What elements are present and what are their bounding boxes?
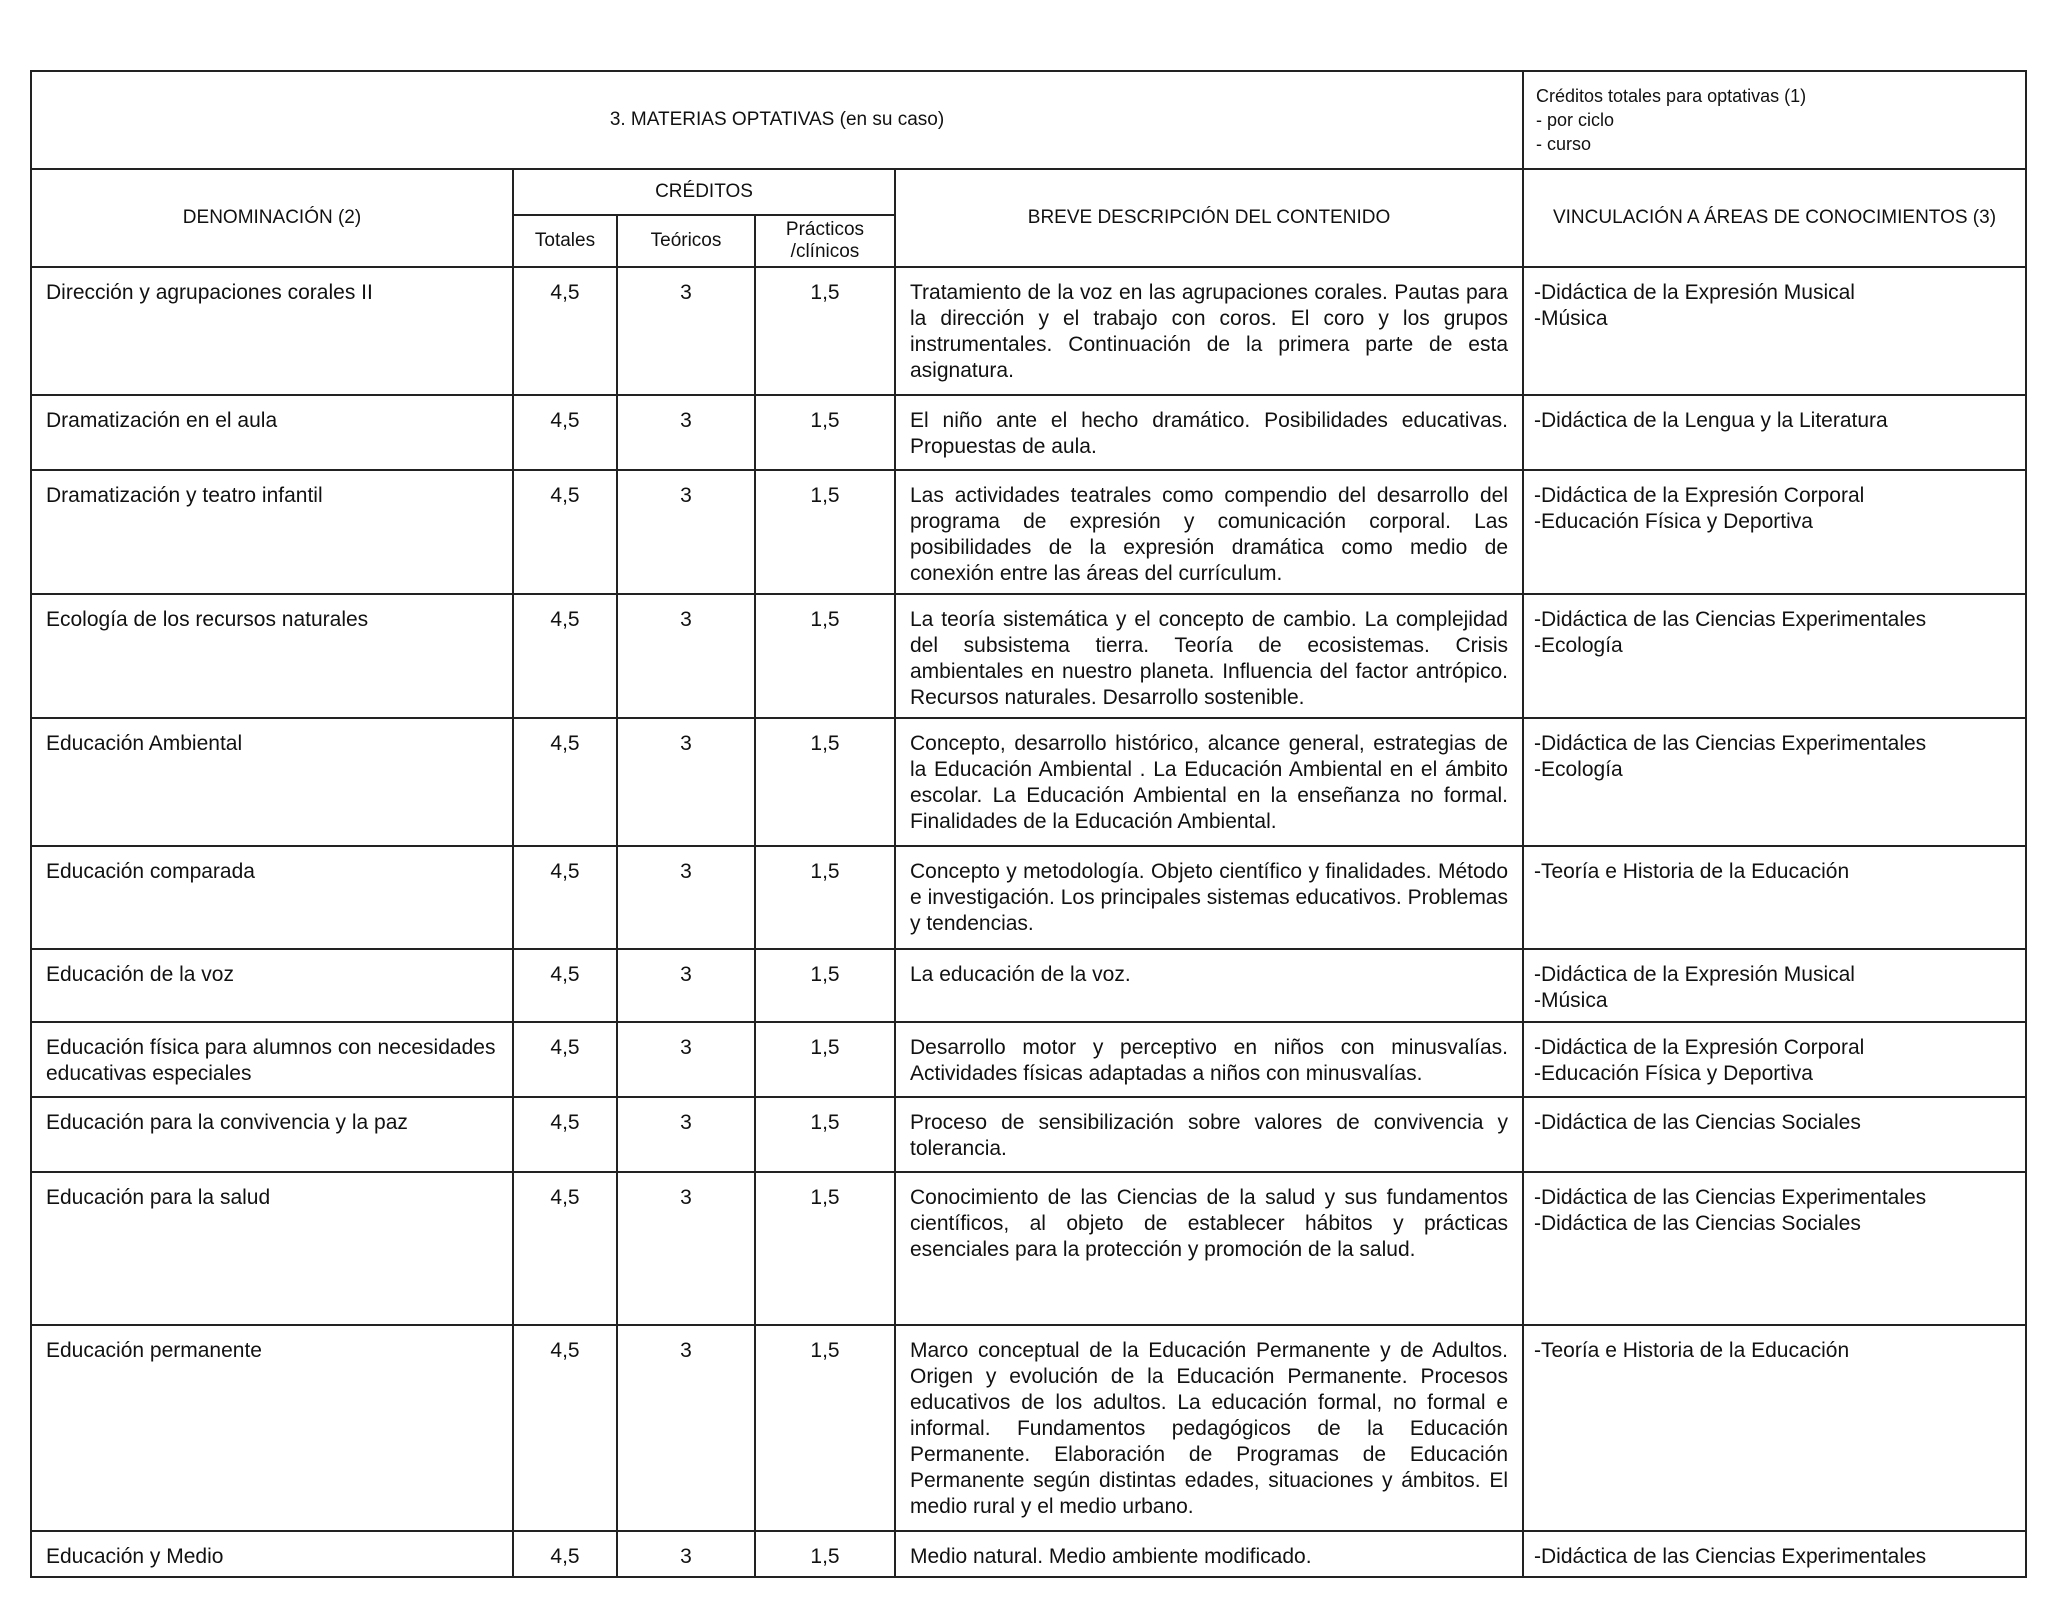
table-row bbox=[31, 1097, 2026, 1172]
content-description: Concepto, desarrollo histórico, alcance general, estrategias de la Educación Ambiental . La Educación Ambiental en el ámbito escolar. La Educación Ambiental en la enseñanza no formal. Finalidades de la Educación Ambiental. bbox=[895, 718, 1523, 846]
credits-totales: 4,5 bbox=[513, 1531, 617, 1577]
content-description: Marco conceptual de la Educación Permanente y de Adultos. Origen y evolución de la Educación Permanente. Procesos educativos de los adultos. La educación formal, no formal e informal. Fundamentos pedagógicos de la Educación Permanente. Elaboración de Programas de Educación Permanente según distintas edades, situaciones y ámbitos. El medio rural y el medio urbano. bbox=[895, 1325, 1523, 1531]
knowledge-areas bbox=[1523, 395, 2026, 470]
credits-totales: 4,5 bbox=[513, 949, 617, 1022]
credits-practicos: 1,5 bbox=[755, 267, 895, 395]
credits-totales: 4,5 bbox=[513, 470, 617, 594]
knowledge-area-item: -Música bbox=[1534, 989, 1608, 1012]
credits-practicos: 1,5 bbox=[755, 718, 895, 846]
knowledge-area-item: -Didáctica de la Lengua y la Literatura bbox=[1534, 409, 1888, 432]
subject-name: Educación para la convivencia y la paz bbox=[31, 1097, 513, 1172]
credits-teoricos: 3 bbox=[617, 267, 755, 395]
credits-totales: 4,5 bbox=[513, 594, 617, 718]
knowledge-areas bbox=[1523, 718, 2026, 846]
credits-teoricos: 3 bbox=[617, 470, 755, 594]
credits-totales: 4,5 bbox=[513, 395, 617, 470]
content-description: Concepto y metodología. Objeto científico y finalidades. Método e investigación. Los principales sistemas educativos. Problemas y tendencias. bbox=[895, 846, 1523, 949]
credits-teoricos: 3 bbox=[617, 1022, 755, 1097]
subject-name: Educación física para alumnos con necesidades educativas especiales bbox=[31, 1022, 513, 1097]
credits-practicos: 1,5 bbox=[755, 1172, 895, 1325]
content-description: El niño ante el hecho dramático. Posibilidades educativas. Propuestas de aula. bbox=[895, 395, 1523, 470]
knowledge-areas bbox=[1523, 1097, 2026, 1172]
credits-totales: 4,5 bbox=[513, 1097, 617, 1172]
knowledge-areas bbox=[1523, 846, 2026, 949]
knowledge-areas bbox=[1523, 1022, 2026, 1097]
column-header-denominacion: DENOMINACIÓN (2) bbox=[31, 169, 513, 267]
knowledge-areas bbox=[1523, 470, 2026, 594]
knowledge-area-item: -Didáctica de las Ciencias Sociales bbox=[1534, 1212, 1861, 1235]
credits-practicos: 1,5 bbox=[755, 395, 895, 470]
credits-practicos: 1,5 bbox=[755, 846, 895, 949]
credits-practicos: 1,5 bbox=[755, 1531, 895, 1577]
credits-practicos: 1,5 bbox=[755, 594, 895, 718]
knowledge-area-item: -Ecología bbox=[1534, 758, 1623, 781]
credits-totales: 4,5 bbox=[513, 1172, 617, 1325]
content-description: Tratamiento de la voz en las agrupaciones corales. Pautas para la dirección y el trabajo con coros. El coro y los grupos instrumentales. Continuación de la primera parte de esta asignatura. bbox=[895, 267, 1523, 395]
knowledge-areas bbox=[1523, 1531, 2026, 1577]
content-description: Conocimiento de las Ciencias de la salud y sus fundamentos científicos, al objeto de establecer hábitos y prácticas esenciales para la protección y promoción de la salud. bbox=[895, 1172, 1523, 1325]
credits-total-item: - curso bbox=[1536, 134, 1592, 154]
credits-totales: 4,5 bbox=[513, 267, 617, 395]
subject-name: Dirección y agrupaciones corales II bbox=[31, 267, 513, 395]
knowledge-area-item: -Didáctica de la Expresión Musical bbox=[1534, 281, 1855, 304]
table-row bbox=[31, 1325, 2026, 1531]
knowledge-areas bbox=[1523, 949, 2026, 1022]
content-description: La educación de la voz. bbox=[895, 949, 1523, 1022]
content-description: Desarrollo motor y perceptivo en niños con minusvalías. Actividades físicas adaptadas a niños con minusvalías. bbox=[895, 1022, 1523, 1097]
column-header-practicos: Prácticos /clínicos bbox=[755, 215, 895, 267]
table-row bbox=[31, 846, 2026, 949]
credits-teoricos: 3 bbox=[617, 1531, 755, 1577]
knowledge-area-item: -Didáctica de las Ciencias Experimentales bbox=[1534, 1186, 1927, 1209]
knowledge-area-item: -Teoría e Historia de la Educación bbox=[1534, 1339, 1850, 1362]
credits-teoricos: 3 bbox=[617, 718, 755, 846]
knowledge-areas bbox=[1523, 594, 2026, 718]
knowledge-area-item: -Música bbox=[1534, 307, 1608, 330]
credits-total-label: Créditos totales para optativas (1) bbox=[1536, 86, 1807, 106]
content-description: Proceso de sensibilización sobre valores de convivencia y tolerancia. bbox=[895, 1097, 1523, 1172]
credits-total-note bbox=[1523, 71, 2026, 169]
knowledge-area-item: -Didáctica de la Expresión Corporal bbox=[1534, 1036, 1865, 1059]
subject-name: Educación y Medio bbox=[31, 1531, 513, 1577]
subject-name: Ecología de los recursos naturales bbox=[31, 594, 513, 718]
knowledge-area-item: -Educación Física y Deportiva bbox=[1534, 510, 1813, 533]
table-row bbox=[31, 949, 2026, 1022]
column-header-teoricos: Teóricos bbox=[617, 215, 755, 267]
content-description: Medio natural. Medio ambiente modificado. bbox=[895, 1531, 1523, 1577]
subject-name: Educación comparada bbox=[31, 846, 513, 949]
subject-name: Educación permanente bbox=[31, 1325, 513, 1531]
knowledge-area-item: -Didáctica de las Ciencias Sociales bbox=[1534, 1111, 1861, 1134]
table-row bbox=[31, 1172, 2026, 1325]
subject-name: Dramatización y teatro infantil bbox=[31, 470, 513, 594]
credits-practicos: 1,5 bbox=[755, 1022, 895, 1097]
column-header-creditos: CRÉDITOS bbox=[513, 169, 895, 215]
credits-totales: 4,5 bbox=[513, 846, 617, 949]
content-description: Las actividades teatrales como compendio del desarrollo del programa de expresión y comunicación corporal. Las posibilidades de la expresión dramática como medio de conexión entre las áreas del currículum. bbox=[895, 470, 1523, 594]
column-header-totales: Totales bbox=[513, 215, 617, 267]
column-header-vinculacion: VINCULACIÓN A ÁREAS DE CONOCIMIENTOS (3) bbox=[1523, 169, 2026, 267]
credits-teoricos: 3 bbox=[617, 594, 755, 718]
table-row bbox=[31, 1531, 2026, 1577]
knowledge-areas bbox=[1523, 1172, 2026, 1325]
credits-teoricos: 3 bbox=[617, 1097, 755, 1172]
credits-practicos: 1,5 bbox=[755, 1097, 895, 1172]
section-title: 3. MATERIAS OPTATIVAS (en su caso) bbox=[31, 71, 1523, 169]
subject-name: Educación de la voz bbox=[31, 949, 513, 1022]
subject-name: Dramatización en el aula bbox=[31, 395, 513, 470]
table-row bbox=[31, 267, 2026, 395]
knowledge-area-item: -Didáctica de las Ciencias Experimentales bbox=[1534, 732, 1927, 755]
credits-teoricos: 3 bbox=[617, 1172, 755, 1325]
credits-teoricos: 3 bbox=[617, 395, 755, 470]
credits-total-item: - por ciclo bbox=[1536, 110, 1615, 130]
credits-practicos: 1,5 bbox=[755, 949, 895, 1022]
credits-totales: 4,5 bbox=[513, 1022, 617, 1097]
optativas-table bbox=[30, 70, 2027, 1578]
knowledge-areas bbox=[1523, 1325, 2026, 1531]
knowledge-area-item: -Ecología bbox=[1534, 634, 1623, 657]
credits-teoricos: 3 bbox=[617, 846, 755, 949]
credits-teoricos: 3 bbox=[617, 1325, 755, 1531]
subject-name: Educación Ambiental bbox=[31, 718, 513, 846]
knowledge-area-item: -Didáctica de la Expresión Musical bbox=[1534, 963, 1855, 986]
credits-totales: 4,5 bbox=[513, 1325, 617, 1531]
credits-practicos: 1,5 bbox=[755, 1325, 895, 1531]
credits-totales: 4,5 bbox=[513, 718, 617, 846]
table-row bbox=[31, 718, 2026, 846]
table-row bbox=[31, 395, 2026, 470]
column-header-descripcion: BREVE DESCRIPCIÓN DEL CONTENIDO bbox=[895, 169, 1523, 267]
subject-name: Educación para la salud bbox=[31, 1172, 513, 1325]
table-row bbox=[31, 594, 2026, 718]
credits-teoricos: 3 bbox=[617, 949, 755, 1022]
knowledge-area-item: -Didáctica de las Ciencias Experimentales bbox=[1534, 608, 1927, 631]
credits-practicos: 1,5 bbox=[755, 470, 895, 594]
knowledge-area-item: -Didáctica de la Expresión Corporal bbox=[1534, 484, 1865, 507]
document-page bbox=[30, 70, 2025, 1578]
table-row bbox=[31, 470, 2026, 594]
table-row bbox=[31, 1022, 2026, 1097]
content-description: La teoría sistemática y el concepto de cambio. La complejidad del subsistema tierra. Teoría de ecosistemas. Crisis ambientales en nuestro planeta. Influencia del factor antrópico. Recursos naturales. Desarrollo sostenible. bbox=[895, 594, 1523, 718]
knowledge-area-item: -Teoría e Historia de la Educación bbox=[1534, 860, 1850, 883]
knowledge-area-item: -Didáctica de las Ciencias Experimentales bbox=[1534, 1545, 1927, 1568]
knowledge-area-item: -Educación Física y Deportiva bbox=[1534, 1062, 1813, 1085]
knowledge-areas bbox=[1523, 267, 2026, 395]
